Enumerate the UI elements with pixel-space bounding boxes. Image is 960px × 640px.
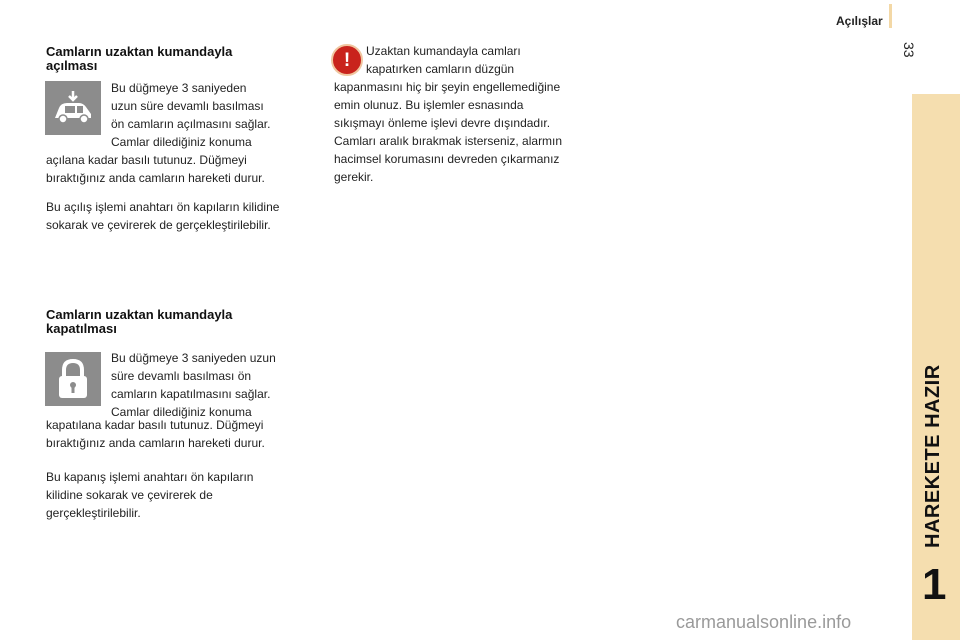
padlock-icon-graphic — [53, 357, 93, 401]
side-tab-label: HAREKETE HAZIR — [922, 364, 944, 548]
warning-text-long — [334, 78, 562, 186]
text-line: süre devamlı basılması ön — [111, 369, 252, 383]
heading-line: kapatılması — [46, 321, 117, 336]
side-tab-number: 1 — [922, 560, 947, 609]
close-description-short — [111, 349, 276, 421]
chapter-title: Açılışlar — [836, 14, 883, 28]
close-description-long — [46, 416, 265, 452]
text-line: hacimsel korumasını devreden çıkarmanız — [334, 152, 560, 166]
page-number: 33 — [901, 42, 917, 58]
text-line: kilidine sokarak ve çevirerek de — [46, 488, 213, 502]
text-line: uzun süre devamlı basılması — [111, 99, 264, 113]
text-line: Uzaktan kumandayla camları — [366, 44, 521, 58]
text-line: açılana kadar basılı tutunuz. Düğmeyi — [46, 153, 247, 167]
heading-line: Camların uzaktan kumandayla — [46, 44, 233, 59]
text-line: Bu açılış işlemi anahtarı ön kapıların kilidine — [46, 200, 280, 214]
text-line: Camlar dilediğiniz konuma — [111, 405, 252, 419]
text-line: camların kapatılmasını sağlar. — [111, 387, 271, 401]
text-line: kapatılana kadar basılı tutunuz. Düğmeyi — [46, 418, 264, 432]
title-rule — [889, 4, 892, 28]
warning-text-short — [366, 42, 521, 78]
warning-icon — [331, 44, 363, 76]
text-line: gerçekleştirilebilir. — [46, 506, 141, 520]
text-line: Camlar dilediğiniz konuma — [111, 135, 252, 149]
open-description-long — [46, 151, 265, 187]
car-window-open-icon-graphic — [49, 88, 97, 128]
section-heading-close — [46, 308, 296, 336]
text-line: bıraktığınız anda camların hareketi durur. — [46, 436, 265, 450]
text-line: Bu düğmeye 3 saniyeden uzun — [111, 351, 276, 365]
warning-mark: ! — [343, 49, 351, 71]
close-key-note — [46, 468, 253, 522]
text-line: Camları aralık bırakmak isterseniz, alarmın — [334, 134, 563, 148]
open-key-note — [46, 198, 279, 234]
text-line: gerekir. — [334, 170, 374, 184]
text-line: kapanmasını hiç bir şeyin engellemediğine — [334, 80, 561, 94]
car-window-open-icon — [45, 81, 101, 135]
watermark: carmanualsonline.info — [676, 612, 852, 632]
padlock-icon — [45, 352, 101, 406]
text-line: emin olunuz. Bu işlemler esnasında — [334, 98, 524, 112]
text-line: Bu kapanış işlemi anahtarı ön kapıların — [46, 470, 254, 484]
section-heading-open — [46, 45, 296, 73]
heading-line: Camların uzaktan kumandayla — [46, 307, 233, 322]
text-line: ön camların açılmasını sağlar. — [111, 117, 271, 131]
text-line: bıraktığınız anda camların hareketi durur. — [46, 171, 265, 185]
open-description-short — [111, 79, 270, 151]
text-line: kapatırken camların düzgün — [366, 62, 515, 76]
text-line: sıkışmayı önleme işlevi devre dışındadır. — [334, 116, 551, 130]
text-line: Bu düğmeye 3 saniyeden — [111, 81, 247, 95]
text-line: sokarak ve çevirerek de gerçekleştirilebilir. — [46, 218, 271, 232]
heading-line: açılması — [46, 58, 98, 73]
